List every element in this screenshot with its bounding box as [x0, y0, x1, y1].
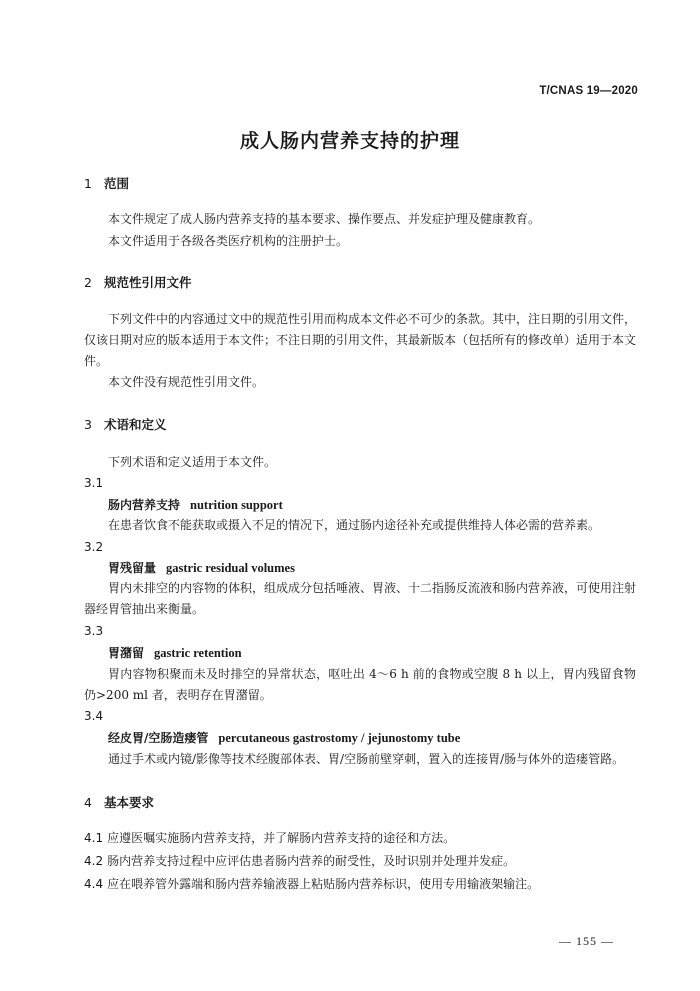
term-en: nutrition support	[190, 498, 283, 512]
section-number: 2	[84, 275, 92, 290]
section-title: 规范性引用文件	[104, 275, 192, 290]
term-cn: 经皮胃/空肠造瘘管	[108, 731, 209, 745]
section-4-heading	[84, 793, 154, 811]
term-number: 3.2	[84, 540, 104, 554]
term-number: 3.1	[84, 476, 104, 490]
section-number: 1	[84, 176, 92, 191]
term-heading	[108, 729, 460, 746]
section-number: 3	[84, 417, 92, 432]
term-heading	[108, 644, 242, 661]
requirement-number: 4.2	[84, 854, 104, 868]
section-title: 术语和定义	[104, 417, 167, 432]
section-2-heading	[84, 273, 192, 291]
section-title: 范围	[104, 176, 130, 191]
term-definition: 在患者饮食不能获取或摄入不足的情况下，通过肠内途径补充或提供维持人体必需的营养素。	[108, 518, 601, 532]
section-1-para-1: 本文件规定了成人肠内营养支持的基本要求、操作要点、并发症护理及健康教育。	[108, 212, 541, 226]
term-definition: 胃内容物积聚而未及时排空的异常状态，呕吐出 4～6 h 前的食物或空腹 8 h 以上，胃内残留食物仍>200 ml 者，表明存在胃潴留。	[84, 667, 636, 702]
requirement-text: 应遵医嘱实施肠内营养支持，并了解肠内营养支持的途径和方法。	[107, 831, 456, 845]
term-cn: 胃残留量	[108, 561, 157, 575]
requirement-item	[84, 852, 515, 869]
term-en: gastric retention	[154, 646, 242, 660]
term-heading	[108, 559, 295, 576]
requirement-number: 4.4	[84, 877, 104, 891]
term-en: percutaneous gastrostomy / jejunostomy tube	[218, 731, 461, 745]
section-title: 基本要求	[104, 795, 155, 810]
requirement-text: 应在喂养管外露端和肠内营养输液器上粘贴肠内营养标识，使用专用输液架输注。	[107, 877, 540, 891]
section-1-para-2: 本文件适用于各级各类医疗机构的注册护士。	[108, 234, 349, 248]
term-number: 3.4	[84, 709, 104, 723]
term-definition: 通过手术或内镜/影像等技术经腹部体表、胃/空肠前壁穿刺，置入的连接胃/肠与体外的造瘘管路。	[108, 752, 625, 766]
page-number: — 155 —	[559, 934, 614, 948]
term-number: 3.3	[84, 624, 104, 638]
requirement-item	[84, 875, 539, 892]
section-2-para-1: 下列文件中的内容通过文中的规范性引用而构成本文件必不可少的条款。其中，注日期的引用文件，仅该日期对应的版本适用于本文件；不注日期的引用文件，其最新版本（包括所有的修改单）适用于本文件。	[84, 312, 637, 368]
section-3-heading	[84, 415, 167, 433]
document-title: 成人肠内营养支持的护理	[239, 130, 460, 152]
term-cn: 胃潴留	[108, 646, 145, 660]
requirement-text: 肠内营养支持过程中应评估患者肠内营养的耐受性，及时识别并处理并发症。	[107, 854, 516, 868]
requirement-number: 4.1	[84, 831, 104, 845]
requirement-item	[84, 829, 455, 846]
term-en: gastric residual volumes	[166, 561, 295, 575]
section-2-para-2: 本文件没有规范性引用文件。	[108, 375, 265, 389]
standard-number: T/CNAS 19—2020	[539, 85, 638, 97]
term-definition: 胃内未排空的内容物的体积，组成成分包括唾液、胃液、十二指肠反流液和肠内营养液，可使用注射器经胃管抽出来衡量。	[84, 581, 637, 616]
term-heading	[108, 496, 283, 513]
term-cn: 肠内营养支持	[108, 498, 181, 512]
section-3-intro: 下列术语和定义适用于本文件。	[108, 455, 277, 469]
section-1-heading	[84, 174, 129, 192]
section-number: 4	[84, 795, 92, 810]
